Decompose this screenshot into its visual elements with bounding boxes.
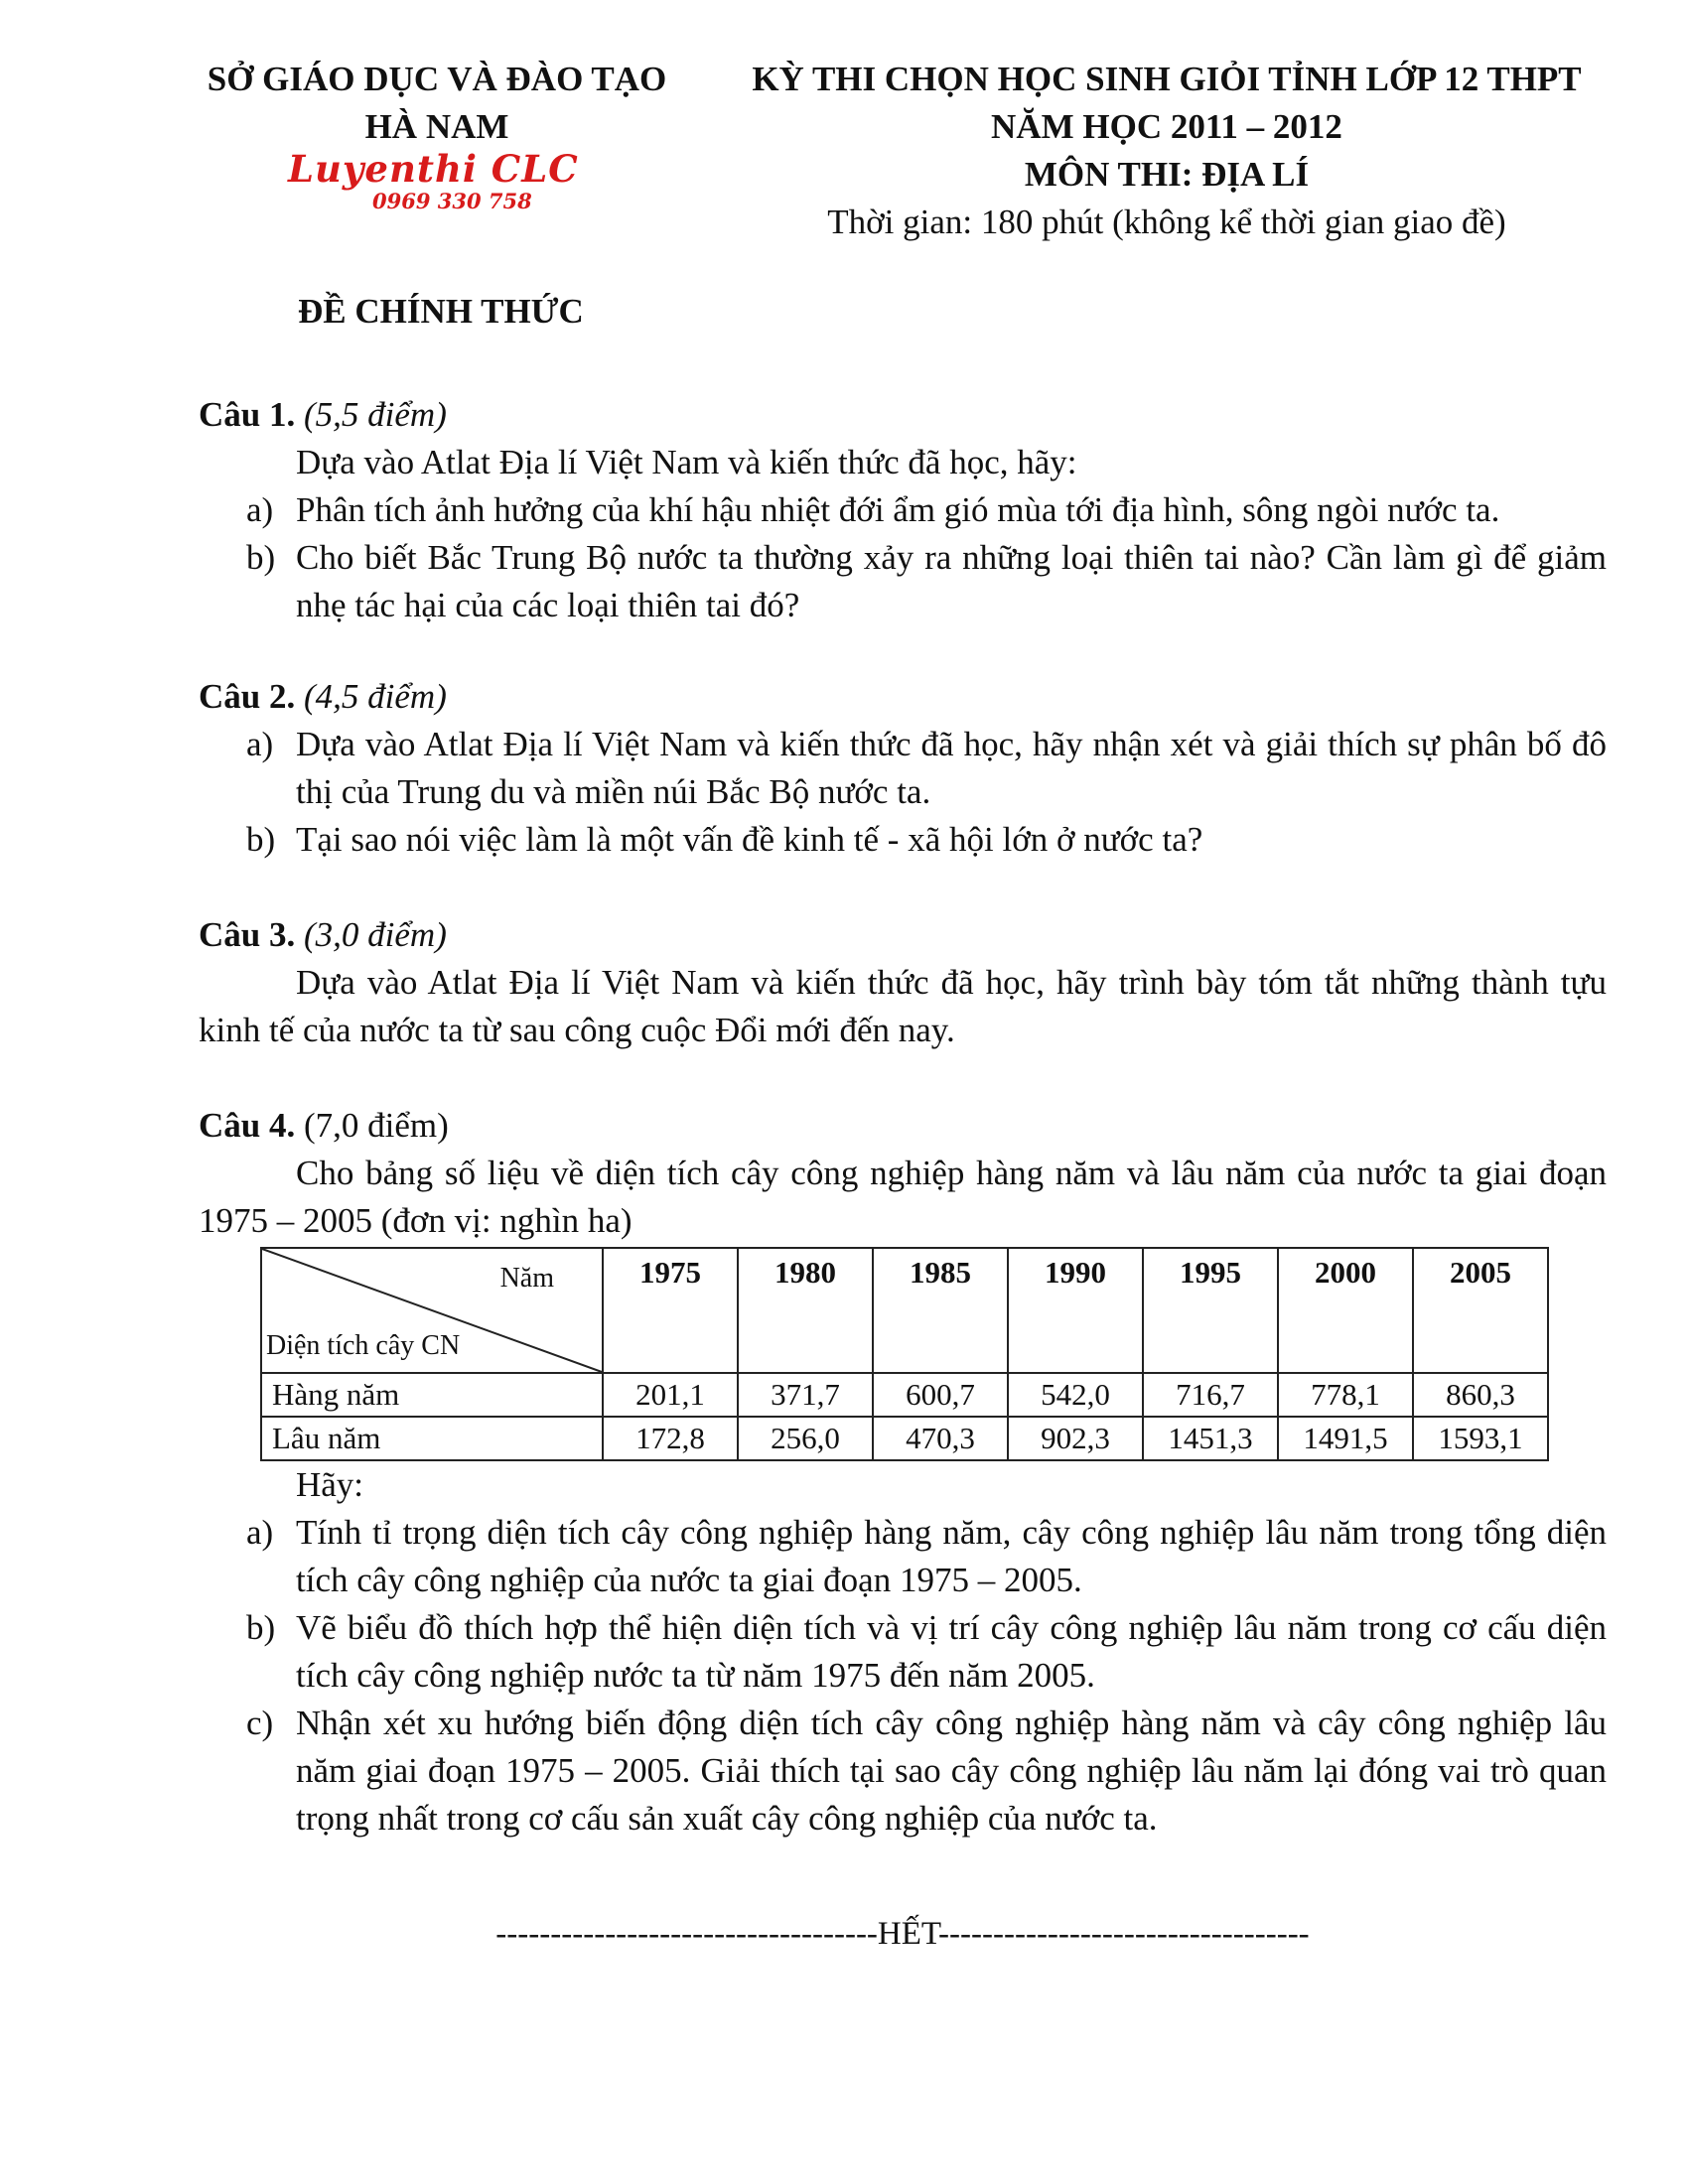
q1-b-label: b) [246, 538, 276, 577]
table-cell: 1593,1 [1413, 1417, 1548, 1460]
q1-intro: Dựa vào Atlat Địa lí Việt Nam và kiến thức đã học, hãy: [296, 443, 1077, 481]
year-header: 1990 [1008, 1248, 1143, 1373]
q4-c-label: c) [246, 1704, 274, 1742]
q4-line2: 1975 – 2005 (đơn vị: nghìn ha) [199, 1201, 633, 1240]
q2-b-text: Tại sao nói việc làm là một vấn đề kinh tế - xã hội lớn ở nước ta? [296, 820, 1203, 859]
table-cell: 1491,5 [1278, 1417, 1413, 1460]
brand-logo: Luyenthi CLC [288, 147, 579, 191]
table-cell: 778,1 [1278, 1373, 1413, 1417]
q4-c-line1: Nhận xét xu hướng biến động diện tích cây công nghiệp hàng năm và cây công nghiệp lâu [296, 1704, 1607, 1742]
table-cell: 256,0 [738, 1417, 873, 1460]
q4-a-line1: Tính tỉ trọng diện tích cây công nghiệp hàng năm, cây công nghiệp lâu năm trong tổng diện [296, 1513, 1607, 1552]
q4-a-label: a) [246, 1513, 274, 1552]
q4-b-line1: Vẽ biểu đồ thích hợp thể hiện diện tích và vị trí cây công nghiệp lâu năm trong cơ cấu diện [296, 1608, 1607, 1647]
q4-label: Câu 4. [199, 1106, 296, 1145]
table-cell: 542,0 [1008, 1373, 1143, 1417]
q4-a-line2: tích cây công nghiệp của nước ta giai đoạn 1975 – 2005. [296, 1561, 1082, 1599]
corner-area-label: Diện tích cây CN [266, 1330, 461, 1361]
q1-a-label: a) [246, 490, 274, 529]
q4-heading [199, 1102, 449, 1150]
q4-points: (7,0 điểm) [304, 1106, 449, 1145]
school-year: NĂM HỌC 2011 – 2012 [991, 107, 1342, 146]
year-header: 2005 [1413, 1248, 1548, 1373]
q4-c-line3: trọng nhất trong cơ cấu sản xuất cây công nghiệp của nước ta. [296, 1799, 1158, 1838]
department-name: SỞ GIÁO DỤC VÀ ĐÀO TẠO [207, 60, 667, 98]
q4-task: Hãy: [296, 1465, 364, 1504]
table-corner-cell [261, 1248, 603, 1373]
exam-subject: MÔN THI: ĐỊA LÍ [1024, 155, 1310, 194]
q3-line2: kinh tế của nước ta từ sau công cuộc Đổi mới đến nay. [199, 1011, 955, 1049]
year-header: 2000 [1278, 1248, 1413, 1373]
table-row [261, 1373, 1548, 1417]
official-label: ĐỀ CHÍNH THỨC [298, 292, 584, 331]
q3-line1: Dựa vào Atlat Địa lí Việt Nam và kiến thức đã học, hãy trình bày tóm tắt những thành tựu [296, 963, 1607, 1002]
q1-b-line2: nhẹ tác hại của các loại thiên tai đó? [296, 586, 800, 624]
table-cell: 1451,3 [1143, 1417, 1278, 1460]
q2-a-line1: Dựa vào Atlat Địa lí Việt Nam và kiến thức đã học, hãy nhận xét và giải thích sự phân bố đô [296, 725, 1607, 763]
crop-area-table [260, 1247, 1549, 1461]
q3-label: Câu 3. [199, 915, 296, 954]
brand-phone: 0969 330 758 [372, 189, 532, 213]
table-cell: 902,3 [1008, 1417, 1143, 1460]
q2-a-label: a) [246, 725, 274, 763]
q4-c-line2: năm giai đoạn 1975 – 2005. Giải thích tại sao cây công nghiệp lâu năm lại đóng vai trò quan [296, 1751, 1607, 1790]
year-header: 1985 [873, 1248, 1008, 1373]
year-header: 1980 [738, 1248, 873, 1373]
table-cell: 600,7 [873, 1373, 1008, 1417]
exam-title: KỲ THI CHỌN HỌC SINH GIỎI TỈNH LỚP 12 THPT [752, 60, 1582, 98]
exam-duration: Thời gian: 180 phút (không kể thời gian giao đề) [827, 203, 1506, 241]
province-name: HÀ NAM [364, 107, 509, 146]
q2-points: (4,5 điểm) [304, 677, 447, 716]
table-cell: 172,8 [603, 1417, 738, 1460]
q1-b-line1: Cho biết Bắc Trung Bộ nước ta thường xảy ra những loại thiên tai nào? Cần làm gì để giảm [296, 538, 1607, 577]
end-marker: -----------------------------------HẾT---------------------------------- [495, 1916, 1310, 1952]
table-row [261, 1417, 1548, 1460]
q3-heading [199, 911, 447, 959]
q2-b-label: b) [246, 820, 276, 859]
year-header: 1975 [603, 1248, 738, 1373]
q4-b-line2: tích cây công nghiệp nước ta từ năm 1975 đến năm 2005. [296, 1656, 1095, 1695]
table-cell: 371,7 [738, 1373, 873, 1417]
row-label-perennial: Lâu năm [261, 1417, 603, 1460]
table-cell: 716,7 [1143, 1373, 1278, 1417]
table-cell: 201,1 [603, 1373, 738, 1417]
q2-label: Câu 2. [199, 677, 296, 716]
table-cell: 860,3 [1413, 1373, 1548, 1417]
corner-year-label: Năm [499, 1263, 554, 1294]
q1-points: (5,5 điểm) [304, 395, 447, 434]
q2-heading [199, 673, 447, 721]
table-header-row [261, 1248, 1548, 1373]
q4-b-label: b) [246, 1608, 276, 1647]
q2-a-line2: thị của Trung du và miền núi Bắc Bộ nước ta. [296, 772, 931, 811]
q1-a-text: Phân tích ảnh hưởng của khí hậu nhiệt đới ẩm gió mùa tới địa hình, sông ngòi nước ta. [296, 490, 1500, 529]
q4-line1: Cho bảng số liệu về diện tích cây công nghiệp hàng năm và lâu năm của nước ta giai đoạn [296, 1154, 1607, 1192]
q1-heading [199, 391, 447, 439]
table-cell: 470,3 [873, 1417, 1008, 1460]
q1-label: Câu 1. [199, 395, 296, 434]
year-header: 1995 [1143, 1248, 1278, 1373]
row-label-annual: Hàng năm [261, 1373, 603, 1417]
q3-points: (3,0 điểm) [304, 915, 447, 954]
